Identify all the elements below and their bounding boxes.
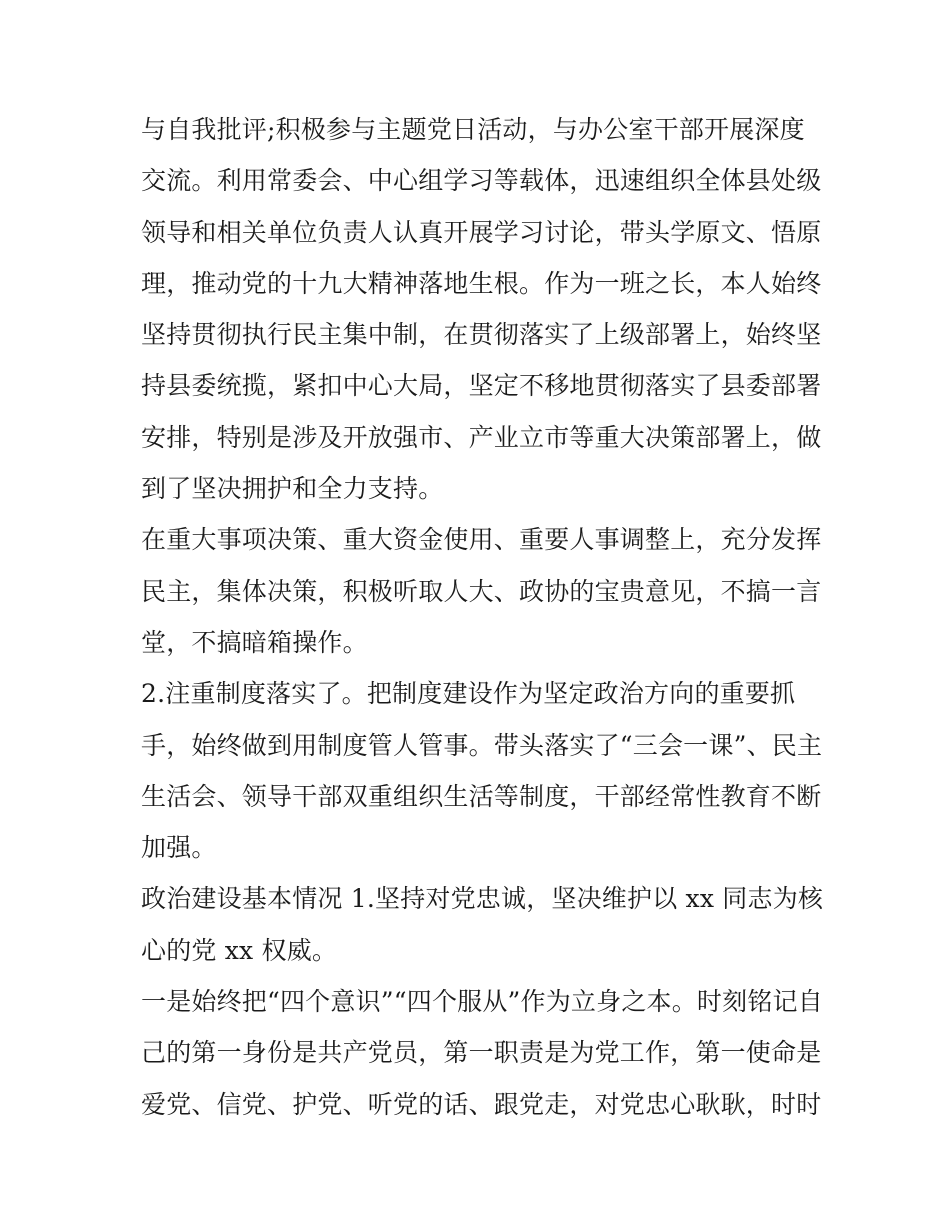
text-line: 加强。 bbox=[141, 833, 217, 863]
text-line: 到了坚决拥护和全力支持。 bbox=[141, 474, 444, 504]
document-body bbox=[141, 104, 824, 1130]
text-line: 手，始终做到用制度管人管事。带头落实了“三会一课”、民主 bbox=[141, 730, 823, 760]
text-line: 领导和相关单位负责人认真开展学习讨论，带头学原文、悟原 bbox=[141, 217, 822, 247]
text-line: 理，推动党的十九大精神落地生根。作为一班之长，本人始终 bbox=[141, 268, 822, 298]
text-line: 坚持贯彻执行民主集中制，在贯彻落实了上级部署上，始终坚 bbox=[141, 320, 822, 350]
text-line: 持县委统揽，紧扣中心大局，坚定不移地贯彻落实了县委部署 bbox=[141, 371, 822, 401]
text-line: 民主，集体决策，积极听取人大、政协的宝贵意见，不搞一言 bbox=[141, 576, 822, 606]
text-line: 在重大事项决策、重大资金使用、重要人事调整上，充分发挥 bbox=[141, 525, 822, 555]
text-line: 与自我批评;积极参与主题党日活动，与办公室干部开展深度 bbox=[141, 115, 805, 144]
text-line: 交流。利用常委会、中心组学习等载体，迅速组织全体县处级 bbox=[141, 166, 822, 196]
text-line: 生活会、领导干部双重组织生活等制度，干部经常性教育不断 bbox=[141, 781, 822, 811]
text-line: 2.注重制度落实了。把制度建设作为坚定政治方向的重要抓 bbox=[141, 679, 796, 709]
text-line: 安排，特别是涉及开放强市、产业立市等重大决策部署上，做 bbox=[141, 422, 822, 452]
text-line: 己的第一身份是共产党员，第一职责是为党工作，第一使命是 bbox=[141, 1038, 822, 1068]
text-line: 政治建设基本情况 1.坚持对党忠诚，坚决维护以 xx 同志为核 bbox=[141, 884, 824, 914]
text-line: 爱党、信党、护党、听党的话、跟党走，对党忠心耿耿，时时 bbox=[141, 1089, 822, 1119]
text-line: 一是始终把“四个意识”“四个服从”作为立身之本。时刻铭记自 bbox=[141, 987, 823, 1017]
text-line: 堂，不搞暗箱操作。 bbox=[141, 627, 368, 657]
text-line: 心的党 xx 权威。 bbox=[141, 935, 338, 965]
